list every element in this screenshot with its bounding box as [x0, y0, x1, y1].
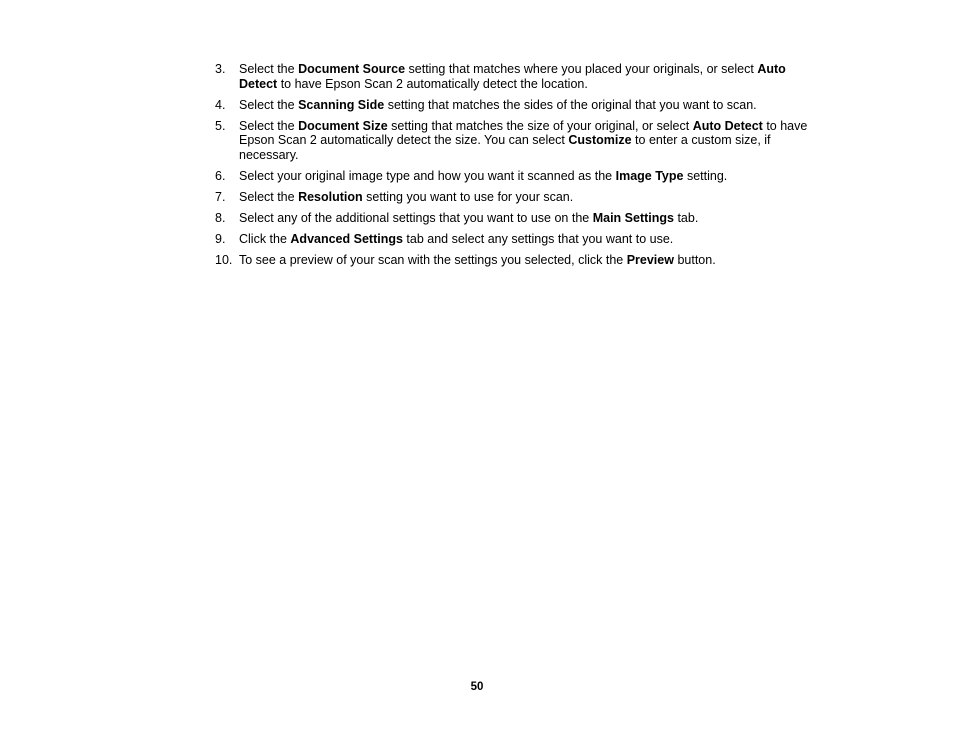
step-text-segment: To see a preview of your scan with the settings you selected, click the: [239, 252, 627, 267]
step-text: [239, 211, 698, 225]
step-item: [215, 211, 825, 226]
step-text: [239, 253, 716, 267]
step-text-segment: Click the: [239, 231, 291, 246]
step-number: 10.: [215, 252, 233, 267]
setting-name: Scanning Side: [298, 97, 385, 112]
instruction-steps: [215, 62, 825, 274]
step-item: [215, 253, 825, 268]
step-text: [239, 98, 757, 112]
step-item: [215, 169, 825, 184]
setting-name: Customize: [568, 133, 632, 147]
setting-name: Main Settings: [592, 210, 674, 225]
step-number: 7.: [215, 189, 226, 204]
step-text-segment: to have Epson Scan 2 automatically detect the size. You can select: [239, 118, 808, 147]
step-text-segment: tab and select any settings that you want to use.: [402, 231, 674, 246]
setting-name: Advanced Settings: [290, 231, 403, 246]
setting-name: Document Size: [298, 118, 388, 133]
step-number: 3.: [215, 62, 226, 76]
step-text-segment: Select the: [239, 118, 299, 133]
setting-name: Preview: [626, 252, 674, 267]
step-text: [239, 119, 807, 162]
step-text: [239, 232, 673, 246]
step-text-segment: Select your original image type and how you want it scanned as the: [239, 168, 616, 183]
step-item: [215, 62, 825, 91]
step-text-segment: setting you want to use for your scan.: [362, 189, 574, 204]
step-number: 5.: [215, 118, 226, 133]
step-item: [215, 119, 825, 163]
step-text-segment: setting that matches where you placed your originals, or select: [405, 62, 758, 76]
step-text-segment: Select any of the additional settings that you want to use on the: [239, 210, 593, 225]
setting-name: Document Source: [298, 62, 406, 76]
step-item: [215, 232, 825, 247]
step-text: [239, 62, 786, 91]
setting-name: Resolution: [298, 189, 363, 204]
setting-name: Image Type: [615, 168, 684, 183]
setting-name: Auto Detect: [692, 118, 763, 133]
step-text-segment: button.: [673, 252, 716, 267]
step-text-segment: Select the: [239, 189, 299, 204]
step-text-segment: setting that matches the sides of the original that you want to scan.: [384, 97, 757, 112]
page-number: 50: [470, 681, 484, 693]
step-number: 4.: [215, 97, 226, 112]
step-text-segment: setting that matches the size of your original, or select: [387, 118, 693, 133]
step-text-segment: to have Epson Scan 2 automatically detect the location.: [277, 76, 588, 91]
step-text-segment: to enter a custom size, if necessary.: [239, 133, 771, 162]
step-text-segment: Select the: [239, 62, 299, 76]
setting-name: Auto Detect: [239, 62, 786, 91]
step-text-segment: Select the: [239, 97, 299, 112]
step-number: 6.: [215, 168, 226, 183]
step-number: 8.: [215, 210, 226, 225]
step-text: [239, 169, 727, 183]
step-text-segment: tab.: [673, 210, 699, 225]
step-item: [215, 190, 825, 205]
step-text-segment: setting.: [683, 168, 728, 183]
step-number: 9.: [215, 231, 226, 246]
step-item: [215, 98, 825, 113]
step-text: [239, 190, 573, 204]
